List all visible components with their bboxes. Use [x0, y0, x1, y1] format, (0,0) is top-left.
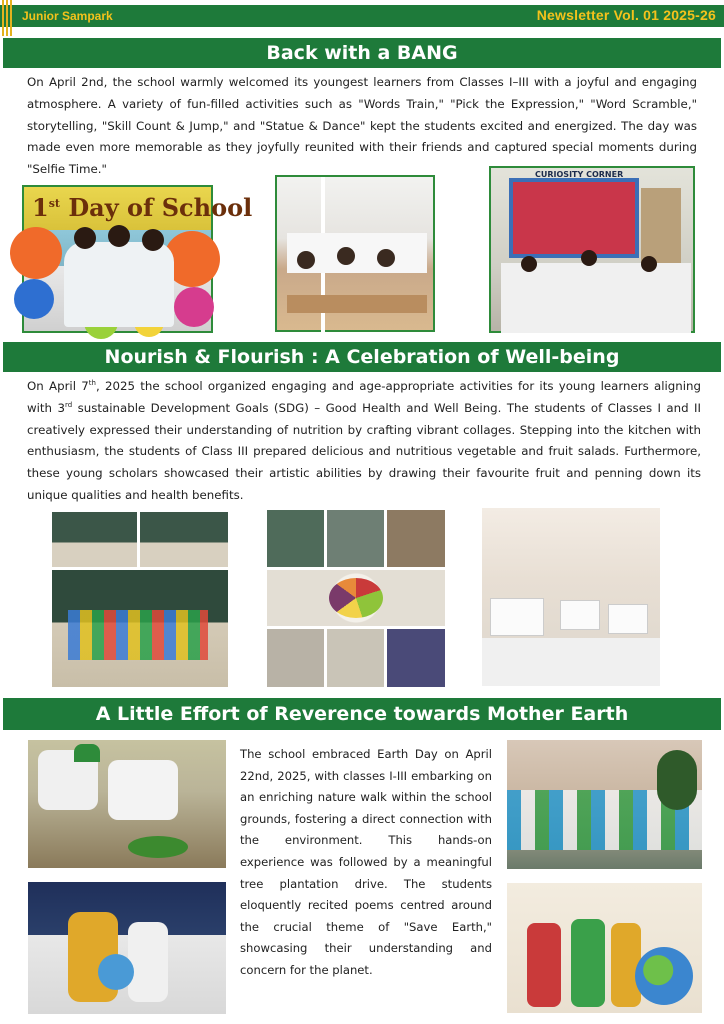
section-title-nourish-flourish: Nourish & Flourish : A Celebration of Well-being	[3, 342, 721, 372]
photo-salad-5	[327, 629, 384, 687]
photo-fruit-drawings	[482, 508, 660, 686]
photo-classroom-welcome	[275, 175, 435, 332]
photo-collage-salads	[267, 510, 445, 688]
photo-salad-6	[387, 629, 445, 687]
newsletter-header	[0, 0, 724, 32]
section-body-back-with-a-bang: On April 2nd, the school warmly welcomed its youngest learners from Classes I–III with a joyful and engaging atmosphere. A variety of fun-filled activities such as "Words Train," "Pick the Expression," "Word Scramble," storytelling, "Skill Count & Jump," and "Statue & Dance" kept the students excited and energized. The day was made even more memorable as they joyfully reunited with their friends and captured special moments during "Selfie Time."	[27, 75, 697, 177]
photo-nature-walk	[507, 740, 702, 869]
photo-earth-day-poems	[28, 882, 226, 1014]
photo-collage-1	[52, 512, 137, 567]
section-title-back-with-a-bang: Back with a BANG	[3, 38, 721, 68]
photo-salad-2	[327, 510, 384, 567]
photo-collage-2	[140, 512, 228, 567]
photo-salad-1	[267, 510, 324, 567]
photo-salad-3	[387, 510, 445, 567]
newsletter-volume: Newsletter Vol. 01 2025-26	[536, 7, 716, 23]
photo-first-day-of-school	[22, 185, 253, 333]
section-title-mother-earth: A Little Effort of Reverence towards Mother Earth	[3, 698, 721, 730]
photo-collage-group	[52, 570, 228, 687]
photo-caption-curiosity: CURIOSITY CORNER	[535, 170, 624, 179]
photo-save-earth-costumes	[507, 883, 702, 1013]
photo-caption-first-day: 1st Day of School	[32, 193, 253, 222]
section-body-nourish-flourish: On April 7th, 2025 the school organized engaging and age-appropriate activities for its young learners aligning with 3rd sustainable Development Goals (SDG) – Good Health and Well Being. The students of Classes I and II creatively expressed their understanding of nutrition by crafting vibrant collages. Stepping into the kitchen with enthusiasm, the students of Class III prepared delicious and nutritious vegetable and fruit salads. Furthermore, these young scholars showcased their artistic abilities by drawing their favourite fruit and penning down its unique qualities and health benefits.	[27, 379, 702, 502]
brand-title: Junior Sampark	[22, 9, 113, 23]
photo-fruit-salad	[267, 570, 445, 626]
photo-tree-plantation	[28, 740, 226, 868]
photo-curiosity-corner	[489, 166, 695, 333]
photo-salad-4	[267, 629, 324, 687]
photo-collage-classes	[52, 512, 228, 687]
header-decoration	[2, 0, 16, 36]
section-body-mother-earth: The school embraced Earth Day on April 22nd, 2025, with classes I-III embarking on an enriching nature walk within the school grounds, fostering a direct connection with the environment. This hands-on experience was followed by a meaningful tree plantation drive. The students eloquently recited poems centred around the crucial theme of "Save Earth," showcasing their understanding and concern for the planet.	[240, 747, 492, 977]
